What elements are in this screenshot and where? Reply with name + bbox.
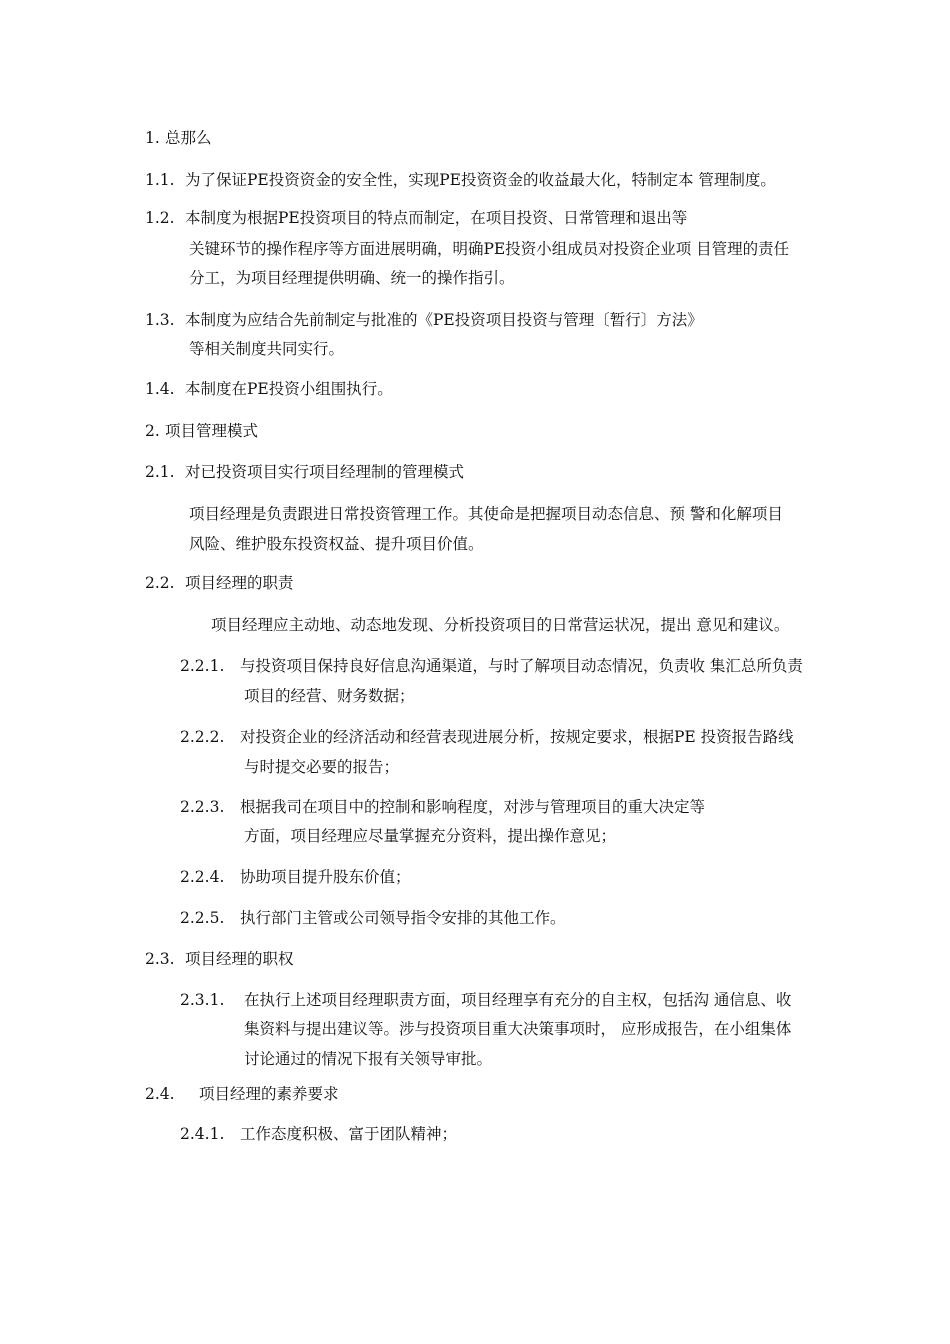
- clause-text: 项目经理的职责: [185, 574, 294, 592]
- clause-number: 2.2.: [145, 574, 175, 592]
- clause-2-2-3-cont: [244, 826, 616, 846]
- clause-number: 2.2.3.: [180, 798, 225, 816]
- clause-1-2-cont: [189, 268, 515, 288]
- paragraph-text: 项目经理应主动地、动态地发现、分析投资项目的日常营运状况，提出 意见和建议。: [211, 616, 790, 634]
- heading-1: [145, 128, 212, 148]
- clause-number: 2.4.1.: [180, 1125, 225, 1143]
- clause-number: 2.2.1.: [180, 657, 225, 675]
- paragraph: [189, 504, 783, 524]
- clause-text: 方面，项目经理应尽量掌握充分资料，提出操作意见；: [244, 827, 617, 845]
- clause-number: 1.3.: [145, 311, 175, 329]
- clause-text: 为了保证PE投资资金的安全性，实现PE投资资金的收益最大化，特制定本 管理制度。: [185, 171, 776, 189]
- clause-number: 2.2.4.: [180, 868, 225, 886]
- clause-text: 集资料与提出建议等。涉与投资项目重大决策事项时， 应形成报告，在小组集体: [244, 1020, 792, 1038]
- clause-number: 1.2.: [145, 209, 175, 227]
- clause-2-2-1-cont: [244, 686, 415, 706]
- clause-number: 2.1.: [145, 463, 175, 481]
- clause-2-3: [145, 949, 294, 969]
- clause-text: 本制度为根据PE投资项目的特点而制定，在项目投资、日常管理和退出等: [185, 209, 688, 227]
- clause-2-2-1: [180, 656, 803, 676]
- clause-2-3-1-cont: [244, 1019, 791, 1039]
- clause-1-1: [145, 170, 776, 190]
- clause-text: 等相关制度共同实行。: [189, 340, 345, 358]
- clause-2-2-2: [180, 727, 794, 747]
- clause-text: 协助项目提升股东价值；: [240, 868, 411, 886]
- clause-text: 工作态度积极、富于团队精神；: [240, 1125, 458, 1143]
- clause-1-2-cont: [189, 239, 789, 259]
- clause-1-2: [145, 208, 687, 228]
- heading-text: 总那么: [165, 129, 212, 147]
- clause-1-3-cont: [189, 339, 344, 359]
- heading-text: 项目管理模式: [165, 422, 259, 440]
- clause-text: 本制度为应结合先前制定与批准的《PE投资项目投资与管理〔暂行〕方法》: [185, 311, 703, 329]
- clause-number: 2.2.2.: [180, 728, 225, 746]
- clause-text: 执行部门主管或公司领导指令安排的其他工作。: [240, 909, 566, 927]
- heading-number: 1.: [145, 129, 160, 147]
- clause-2-4: [145, 1084, 339, 1104]
- clause-2-3-1: [180, 990, 791, 1010]
- clause-2-2: [145, 573, 294, 593]
- clause-2-1: [145, 462, 464, 482]
- clause-text: 对已投资项目实行项目经理制的管理模式: [185, 463, 465, 481]
- clause-text: 讨论通过的情况下报有关领导审批。: [244, 1050, 493, 1068]
- clause-number: 2.3.: [145, 950, 175, 968]
- clause-text: 本制度在PE投资小组围执行。: [185, 380, 393, 398]
- clause-number: 1.4.: [145, 380, 175, 398]
- clause-text: 关键环节的操作程序等方面进展明确，明确PE投资小组成员对投资企业项 目管理的责任: [189, 240, 790, 258]
- clause-2-2-3: [180, 797, 705, 817]
- paragraph-text: 项目经理是负责跟进日常投资管理工作。其使命是把握项目动态信息、预 警和化解项目: [189, 505, 783, 523]
- clause-text: 在执行上述项目经理职责方面，项目经理享有充分的自主权，包括沟 通信息、收: [244, 991, 792, 1009]
- clause-1-4: [145, 379, 393, 399]
- heading-2: [145, 421, 258, 441]
- clause-text: 根据我司在项目中的控制和影响程度，对涉与管理项目的重大决定等: [240, 798, 706, 816]
- clause-text: 与时提交必要的报告；: [244, 758, 400, 776]
- clause-text: 对投资企业的经济活动和经营表现进展分析，按规定要求，根据PE 投资报告路线: [240, 728, 794, 746]
- clause-number: 2.4.: [145, 1085, 175, 1103]
- paragraph-text: 风险、维护股东投资权益、提升项目价值。: [189, 535, 484, 553]
- clause-text: 与投资项目保持良好信息沟通渠道，与时了解项目动态情况，负责收 集汇总所负责: [240, 657, 803, 675]
- paragraph-cont: [189, 534, 484, 554]
- clause-text: 项目经理的职权: [185, 950, 294, 968]
- clause-2-2-5: [180, 908, 566, 928]
- clause-2-2-2-cont: [244, 757, 399, 777]
- clause-number: 1.1.: [145, 171, 175, 189]
- clause-text: 项目的经营、财务数据；: [244, 687, 415, 705]
- clause-text: 项目经理的素养要求: [199, 1085, 339, 1103]
- heading-number: 2.: [145, 422, 160, 440]
- clause-1-3: [145, 310, 703, 330]
- clause-2-4-1: [180, 1124, 457, 1144]
- clause-2-3-1-cont: [244, 1049, 492, 1069]
- clause-2-2-4: [180, 867, 411, 887]
- clause-number: 2.3.1.: [180, 991, 225, 1009]
- clause-number: 2.2.5.: [180, 909, 225, 927]
- paragraph: [211, 615, 789, 635]
- clause-text: 分工，为项目经理提供明确、统一的操作指引。: [189, 269, 515, 287]
